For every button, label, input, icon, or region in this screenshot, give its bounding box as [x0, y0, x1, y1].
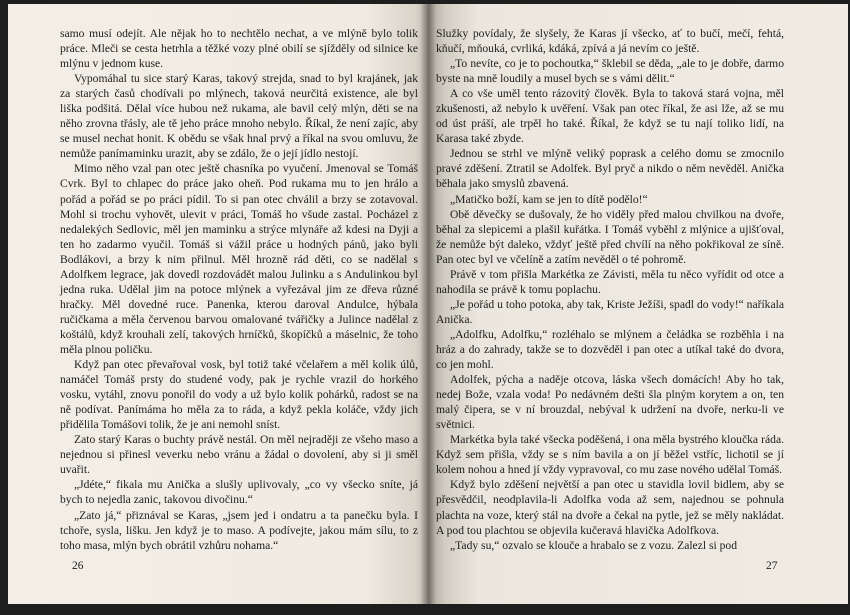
paragraph: Adolfek, pýcha a naděje otcova, láska všech domácích! Aby ho tak, nedej Bože, vzala voda! Po nedávném dešti šla plným korytem a on, ten malý čipera, se v ní brouzdal, nebýval k udržení na dvoře, nerku-li ve světnici.	[436, 373, 784, 432]
paragraph: Mimo něho vzal pan otec ještě chasníka po vyučení. Jmenoval se Tomáš Cvrk. Byl to chlapec do práce jako oheň. Pod rukama mu to jen hrálo a pořád a pořád se po práci pídil. To si pan otec chválil a brzy se zotavoval. Mohl si trochu vyhovět, ulevit v práci, Tomáš ho všude zastal. Pocházel z nedalekých Sedlovic, měl jen maminku a strýce mlynáře až kdesi na Dyji a ten ho zadarmo vyučil. Tomáš si vážil práce u hodných pánů, jako byli Bodlákovi, a brzy k nim přilnul. Měl hrozně rád děti, co se nadělal s Adolfkem legrace, jak dovedl rozdovádět malou Julinku a s Andulinkou byl jedna ruka. Udělal jim na potoce mlýnek a vyřezával jim ze dřeva různé hračky. Měl dovedné ruce. Panenka, kterou daroval Andulce, hýbala ručičkama a měla červenou barvou omalované tvářičky a Julince nadělal z koštálů, když krouhali zelí, takových hrníčků, škopíčků a máselnic, že toho měla plnou poličku.	[60, 162, 418, 356]
paragraph: Markétka byla také všecka poděšená, i ona měla bystrého kloučka ráda. Když sem přišla, vždy se s ním bavila a on jí běžel vstříc, lichotil se jí kolem nohou a hned jí vždy vypravoval, co mu zase nového udělal Tomáš.	[436, 433, 784, 477]
right-page-text	[428, 26, 784, 553]
page-number-left: 26	[72, 560, 84, 572]
left-page-text	[60, 26, 418, 553]
paragraph: Právě v tom přišla Markétka ze Závisti, měla tu něco vyřídit od otce a nahodila se právě k tomu poplachu.	[436, 267, 784, 296]
paragraph: „To nevíte, co je to pochoutka,“ šklebil se děda, „ale to je dobře, darmo byste na mně loudily a musel bych se s vámi dělit.“	[436, 57, 784, 86]
paragraph: Vypomáhal tu sice starý Karas, takový strejda, snad to byl krajánek, jak za starých časů chodívali po mlýnech, taková neurčitá existence, ale byl liška podšitá. Dělal více hubou než rukama, ale bavil celý mlýn, děti se na něho zrovna třásly, ale tě jeho práce mnoho nebylo. Říkal, že není zajíc, aby se musel nechat honit. K obědu se však hnal prvý a říkal na svou omluvu, že nemůže panímaminku urazit, aby se zdálo, že o její jídlo nestojí.	[60, 72, 418, 161]
paragraph: „Zato já,“ přiznával se Karas, „jsem jed i ondatru a ta panečku byla. I tchoře, sysla, lišku. Jen když je to maso. A podívejte, jakou mám sílu, to z toho masa, mlýn bych obrátil vzhůru nohama.“	[60, 508, 418, 552]
paragraph: Když pan otec převařoval vosk, byl totiž také včelařem a měl kolik úlů, namáčel Tomáš prsty do studené vody, pak je rychle vrazil do horkého vosku, vytáhl, znovu ponořil do vody a už bylo kolik pohárků, radost se na ně podívat. Panímáma ho měla za to ráda, a když pekla koláče, vždy jich přidělila Tomášovi tolik, že je ani nemohl sníst.	[60, 358, 418, 432]
page-number-right: 27	[766, 560, 778, 572]
paragraph: „Je pořád u toho potoka, aby tak, Kriste Ježíši, spadl do vody!“ naříkala Anička.	[436, 297, 784, 326]
paragraph: „Matičko boží, kam se jen to dítě podělo!“	[450, 192, 648, 206]
paragraph: Služky povídaly, že slyšely, že Karas jí všecko, ať to bučí, mečí, fehtá, kňučí, mňouká, cvrliká, kdáká, zpívá a já nevím co ještě.	[436, 27, 784, 56]
right-page	[428, 4, 848, 604]
paragraph: „Tady su,“ ozvalo se klouče a hrabalo se z vozu. Zalezl si pod	[450, 538, 737, 552]
paragraph: samo musí odejít. Ale nějak ho to nechtělo nechat, a ve mlýně bylo tolik práce. Mleči se cesta hetrhla a těžké vozy plné obilí se sjížděly od silnice ke mlýnu v jednom kuse.	[60, 27, 418, 71]
left-page	[8, 4, 428, 604]
paragraph: Když bylo zděšení největší a pan otec u stavidla lovil bidlem, aby se přesvědčil, neodplavila-li Adolfka voda až sem, najednou se pohnula plachta na voze, který stál na dvoře a čekal na pytle, jež se měly nakládat. A pod tou plachtou se objevila kučeravá hlavička Adolfkova.	[436, 478, 784, 537]
paragraph: Obě děvečky se dušovaly, že ho viděly před malou chvilkou na dvoře, běhal za slepicemi a plašil kuřátka. I Tomáš vyběhl z mlýnice a ujišťoval, že nemůže být daleko, vždyť ještě před chvílí na něho pokřikoval ze síně. Pan otec byl ve včelíně a zatím nevěděl o té pohromě.	[436, 207, 784, 266]
paragraph: Jednou se strhl ve mlýně veliký poprask a celého domu se zmocnilo pravé zděšení. Ztratil se Adolfek. Byl pryč a nikdo o něm nevěděl. Anička běhala jako smyslů zbavená.	[436, 147, 784, 191]
paragraph: „Adolfku, Adolfku,“ rozléhalo se mlýnem a čeládka se rozběhla i na hráz a do zahrady, takže se to dozvěděl i pan otec a utíkal také do dvora, co jen mohl.	[436, 327, 784, 372]
paragraph: Zato starý Karas o buchty právě nestál. On měl nejraději ze všeho maso a nejednou si přinesl veverku nebo vránu a žádal o dovolení, aby si ji směl uvařit.	[60, 433, 418, 477]
paragraph: „Jdéte,“ fikala mu Anička a slušly uplivovaly, „co vy všecko sníte, já bych to nejedla zanic, takovou divočinu.“	[60, 478, 418, 507]
paragraph: A co vše uměl tento rázovitý člověk. Byla to taková stará vojna, měl zkušenosti, až nebylo k uvěření. Však pan otec říkal, že asi lže, až se mu od úst práší, ale trpěl ho také. Říkal, že když se tu nají toliko lidí, na Karasa také zbyde.	[436, 87, 784, 146]
